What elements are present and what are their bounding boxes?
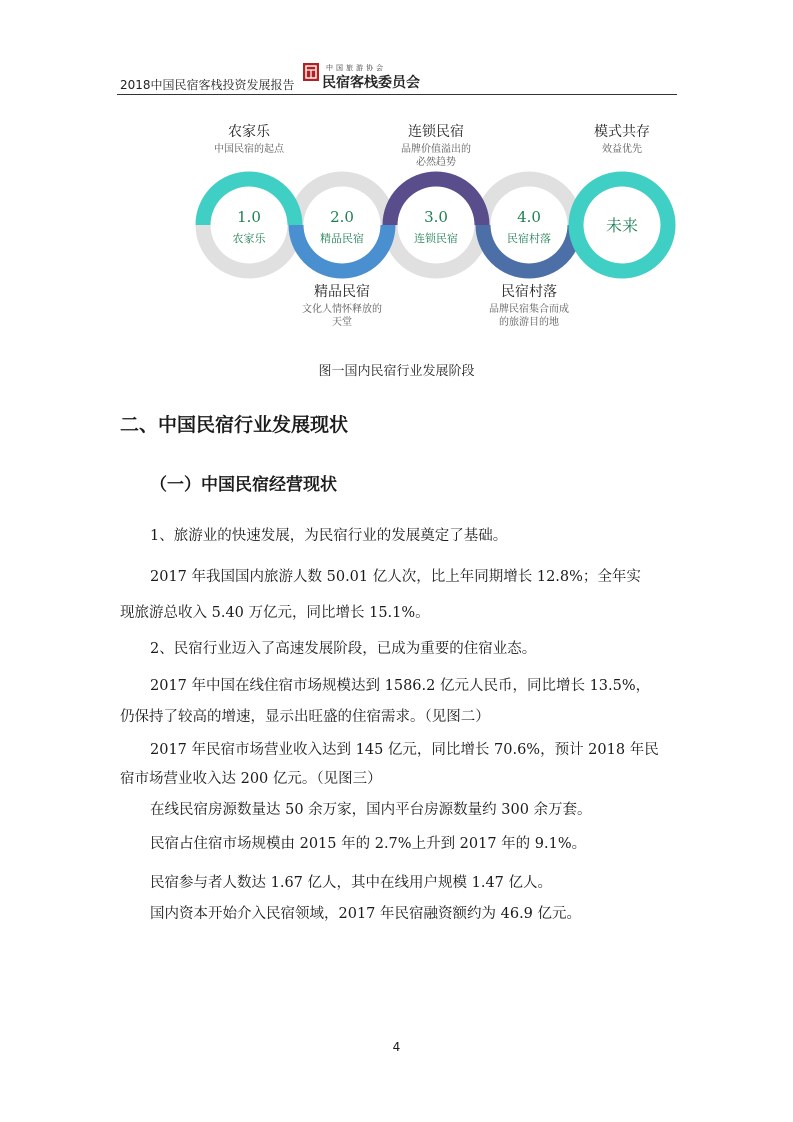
- stage-1-name: 农家乐: [232, 232, 266, 245]
- bottom-label-1-title: 精品民宿: [314, 284, 370, 300]
- top-label-3-desc-1: 效益优先: [602, 144, 642, 155]
- paragraph-5-line-1: 2017 年民宿市场营业收入达到 145 亿元，同比增长 70.6%，预计 2018 年民: [150, 742, 659, 758]
- paragraph-2-line-2: 现旅游总收入 5.40 万亿元，同比增长 15.1%。: [120, 605, 430, 621]
- top-label-1-desc-1: 中国民宿的起点: [214, 144, 284, 155]
- top-label-2-desc-1: 品牌价值溢出的: [401, 144, 471, 155]
- top-label-1-title: 农家乐: [228, 124, 270, 140]
- top-label-2-desc-2: 必然趋势: [416, 157, 456, 168]
- section-heading: 二、中国民宿行业发展现状: [120, 414, 349, 436]
- bottom-label-1-desc-2: 天堂: [332, 317, 352, 328]
- development-stage-diagram: [0, 0, 793, 400]
- stage-3-number: 3.0: [424, 208, 448, 226]
- paragraph-3: 2、民宿行业迈入了高速发展阶段，已成为重要的住宿业态。: [150, 641, 537, 657]
- report-title: 2018中国民宿客栈投资发展报告: [120, 78, 295, 92]
- top-label-3-title: 模式共存: [594, 124, 650, 140]
- paragraph-1: 1、旅游业的快速发展，为民宿行业的发展奠定了基础。: [150, 528, 508, 544]
- top-label-2-title: 连锁民宿: [408, 124, 464, 140]
- stage-5-name: 未来: [605, 216, 639, 235]
- stage-4-number: 4.0: [517, 208, 541, 226]
- stage-3-name: 连锁民宿: [414, 232, 458, 245]
- subsection-heading: （一）中国民宿经营现状: [150, 475, 337, 495]
- paragraph-7: 民宿占住宿市场规模由 2015 年的 2.7%上升到 2017 年的 9.1%。: [150, 836, 587, 852]
- page-number: 4: [392, 1040, 401, 1054]
- stage-2-number: 2.0: [330, 208, 354, 226]
- bottom-label-1-desc-1: 文化人情怀释放的: [302, 304, 382, 315]
- paragraph-5-line-2: 宿市场营业收入达 200 亿元。（见图三）: [120, 771, 382, 787]
- org-name-small: 中国旅游协会: [326, 64, 386, 72]
- paragraph-4-line-2: 仍保持了较高的增速，显示出旺盛的住宿需求。（见图二）: [120, 709, 490, 725]
- bottom-label-2-title: 民宿村落: [501, 284, 557, 300]
- paragraph-6: 在线民宿房源数量达 50 余万家，国内平台房源数量约 300 余万套。: [150, 802, 592, 818]
- paragraph-9: 国内资本开始介入民宿领域，2017 年民宿融资额约为 46.9 亿元。: [150, 906, 582, 922]
- stage-2-name: 精品民宿: [320, 232, 364, 245]
- paragraph-4-line-1: 2017 年中国在线住宿市场规模达到 1586.2 亿元人民币，同比增长 13.5%，: [150, 678, 651, 694]
- stage-1-number: 1.0: [237, 208, 261, 226]
- paragraph-8: 民宿参与者人数达 1.67 亿人，其中在线用户规模 1.47 亿人。: [150, 875, 553, 891]
- figure-caption: 图一国内民宿行业发展阶段: [318, 364, 475, 379]
- bottom-label-2-desc-2: 的旅游目的地: [499, 317, 559, 328]
- paragraph-2-line-1: 2017 年我国国内旅游人数 50.01 亿人次，比上年同期增长 12.8%；全年实: [150, 569, 641, 585]
- bottom-label-2-desc-1: 品牌民宿集合而成: [489, 304, 569, 315]
- org-name: 民宿客栈委员会: [322, 75, 420, 91]
- stage-4-name: 民宿村落: [507, 232, 551, 245]
